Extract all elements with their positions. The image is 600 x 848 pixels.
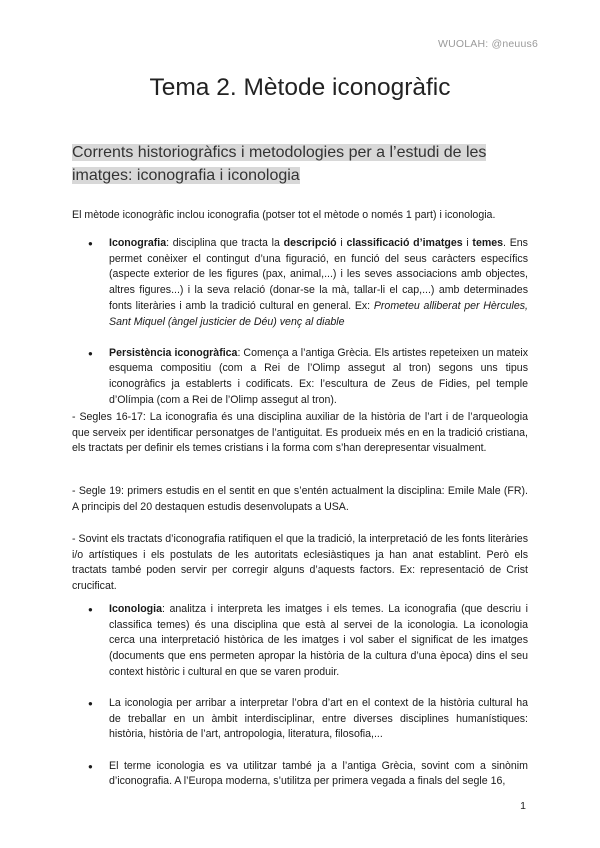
bold-temes: temes bbox=[472, 237, 504, 249]
list-item-persistencia bbox=[72, 346, 528, 409]
section-heading bbox=[72, 141, 528, 187]
watermark: WUOLAH: @neuus6 bbox=[437, 38, 538, 50]
list-item-iconologia bbox=[72, 602, 528, 681]
text-segment: i bbox=[462, 237, 473, 249]
bold-classificacio: classificació d’imatges bbox=[346, 237, 463, 249]
list-item-iconografia bbox=[72, 236, 528, 330]
example-italic: Prometeu alliberat per Hèrcules, Sant Miquel (àngel justicier de Déu) venç al diable bbox=[109, 299, 528, 328]
segles-text: - Segles 16-17: La iconografia és una disciplina auxiliar de la història de l’art i de l’arqueologia que serveix per identificar personatges de l’antiguitat. Es produeix més en en la tradició cristiana, els tractats per definir els temes cristians i la forma com s’han derepresentar visualment. bbox=[72, 411, 528, 455]
paragraph-segle-19 bbox=[72, 484, 528, 515]
text-segment: i bbox=[336, 237, 347, 249]
term-iconologia: Iconologia bbox=[109, 603, 162, 615]
term-iconografia: Iconografia bbox=[109, 237, 167, 249]
paragraph-segles-16-17 bbox=[72, 410, 528, 457]
page-title: Tema 2. Mètode iconogràfic bbox=[149, 74, 451, 101]
paragraph-tractats bbox=[72, 532, 528, 595]
sovint-text: - Sovint els tractats d’iconografia ratifiquen el que la tradició, la interpretació de les fonts literàries i/o artístiques i els postulats de les autoritats eclesiàstiques ja han anat establint. Però els tractats també poden servir per corregir alguns d’aquests factors. Ex: representació de Crist crucificat. bbox=[72, 533, 528, 593]
text-segment: El terme iconologia es va utilitzar també ja a l’antiga Grècia, sovint com a sinònim d’iconografia. A l’Europa moderna, s’utilitza per primera vegada a finals del segle 16, bbox=[109, 759, 528, 788]
bullet-list-iconologia bbox=[72, 602, 528, 806]
bold-descripcio: descripció bbox=[283, 237, 337, 249]
text-segment: . Ens permet conèixer el contingut d’una figuració, en funció del seus caràcters específics (aspecte exterior de les figures (pax, animal,...) i les seves associacions amb objectes, altres figures...) i la seva relació (donar-se la mà, tallar-li el cap,...) amb determinades fonts literàries i amb la tradició cultural en general. Ex: bbox=[109, 237, 528, 312]
text-segment: : analitza i interpreta les imatges i els temes. La iconografia (que descriu i classifica temes) és una disciplina que està al servei de la iconologia. La iconologia cerca una interpretació històrica de les imatges i vol saber el significat de les imatges (documents que ens permeten apropar la història de la cultura d’una època) dins el seu context històric i cultural en que se varen produir. bbox=[109, 603, 528, 678]
text-segment: : Comença a l’antiga Grècia. Els artistes repeteixen un mateix esquema compositiu (com a Rei de l’Olimp assegut al tron) segons uns tipus iconogràfics ja establerts i codificats. Ex: l’escultura de Zeus de Fidies, pel temple d’Olímpia (com a Rei de l’Olimp assegut al tron). bbox=[109, 346, 528, 406]
intro-text: El mètode iconogràfic inclou iconografia (potser tot el mètode o només 1 part) i iconologia. bbox=[72, 209, 496, 221]
bullet-list-definitions bbox=[72, 236, 528, 424]
term-persistencia: Persistència iconogràfica bbox=[109, 346, 238, 359]
text-segment: : disciplina que tracta la bbox=[166, 237, 284, 249]
list-item-terme-iconologia bbox=[72, 759, 528, 790]
section-heading-text: Corrents historiogràfics i metodologies per a l’estudi de les imatges: iconografia i iconologia bbox=[72, 144, 487, 184]
segle19-text: - Segle 19: primers estudis en el sentit en que s’entén actualment la disciplina: Emile Male (FR). A principis del 20 destaquen estudis desenvolupats a USA. bbox=[72, 485, 528, 513]
text-segment: La iconologia per arribar a interpretar l’obra d’art en el context de la història cultural ha de treballar en un àmbit interdisciplinar, entre diverses disciplines humanístiques: història, història de l’art, antropologia, literatura, filosofia,... bbox=[109, 697, 528, 741]
list-item-interdisciplinar bbox=[72, 696, 528, 743]
intro-paragraph bbox=[72, 208, 528, 224]
page-number: 1 bbox=[520, 800, 526, 812]
